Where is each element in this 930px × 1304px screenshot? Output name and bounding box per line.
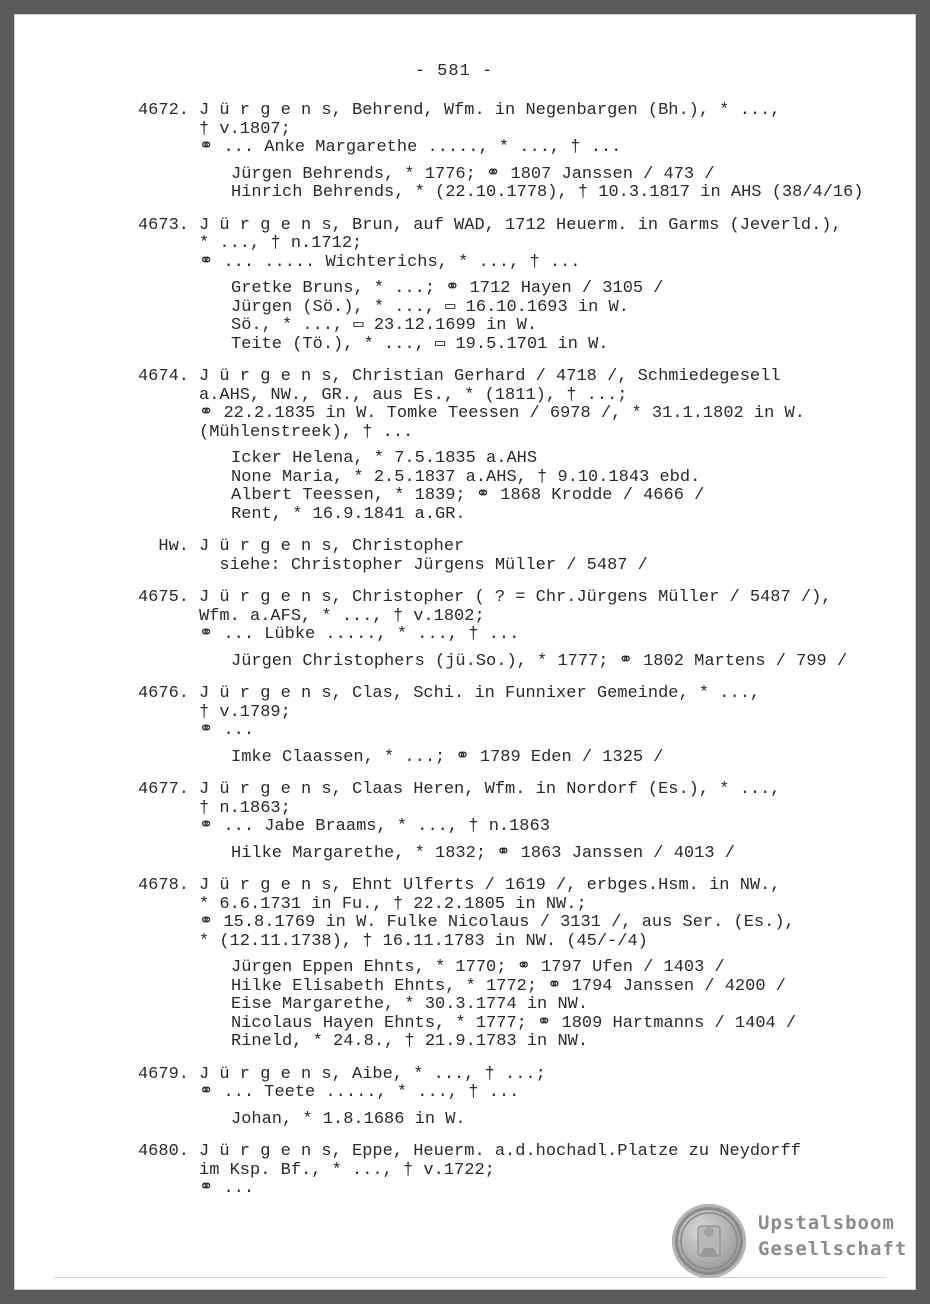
entry-number: 4679. [137, 1064, 189, 1084]
entry-number: 4673. [137, 215, 189, 235]
entry-list [114, 102, 894, 1213]
entry-line: J ü r g e n s, Ehnt Ulferts / 1619 /, erbges.Hsm. in NW., [199, 876, 781, 895]
entry-line: ⚭ ... Teete ....., * ..., † ... [199, 1083, 520, 1102]
child-line: Gretke Bruns, * ...; ⚭ 1712 Hayen / 3105 / [231, 279, 664, 298]
entry-line: J ü r g e n s, Eppe, Heuerm. a.d.hochadl.Platze zu Neydorff [199, 1142, 801, 1161]
child-line: Rent, * 16.9.1841 a.GR. [231, 504, 466, 524]
child-line: Rineld, * 24.8., † 21.9.1783 in NW. [231, 1032, 589, 1051]
entry-number: Hw. [158, 537, 189, 556]
entry-number: 4675. [137, 588, 189, 607]
logo-text [758, 1210, 907, 1262]
entry-line: J ü r g e n s, Brun, auf WAD, 1712 Heuerm. in Garms (Jeverld.), [199, 215, 842, 235]
entry-4677 [114, 781, 894, 863]
child-line: Jürgen (Sö.), * ..., ▭ 16.10.1693 in W. [231, 297, 629, 317]
entry-number: 4674. [137, 367, 189, 386]
entry-line: im Ksp. Bf., * ..., † v.1722; [199, 1160, 495, 1180]
entry-hw [114, 538, 894, 575]
entry-line: J ü r g e n s, Christopher [199, 537, 465, 556]
entry-4676 [114, 685, 894, 767]
entry-4678 [114, 877, 894, 1052]
entry-line: † n.1863; [199, 798, 291, 818]
seal-icon [672, 1204, 746, 1278]
child-line: Jürgen Eppen Ehnts, * 1770; ⚭ 1797 Ufen / 1403 / [231, 958, 725, 977]
logo-line-1: Upstalsboom [758, 1212, 895, 1234]
child-line: Icker Helena, * 7.5.1835 a.AHS [231, 449, 538, 468]
child-line: Teite (Tö.), * ..., ▭ 19.5.1701 in W. [231, 334, 609, 354]
entry-line: J ü r g e n s, Behrend, Wfm. in Negenbargen (Bh.), * ..., [199, 101, 781, 120]
logo-line-2: Gesellschaft [758, 1238, 908, 1260]
entry-line: J ü r g e n s, Christopher ( ? = Chr.Jürgens Müller / 5487 /), [199, 588, 832, 607]
entry-line: siehe: Christopher Jürgens Müller / 5487 / [199, 555, 648, 575]
entry-4680 [114, 1143, 894, 1199]
entry-number: 4676. [137, 684, 189, 703]
entry-line: ⚭ ... [199, 721, 255, 740]
entry-line: * 6.6.1731 in Fu., † 22.2.1805 in NW.; [199, 894, 587, 914]
entry-4679 [114, 1066, 894, 1130]
entry-line: J ü r g e n s, Aibe, * ..., † ...; [199, 1064, 546, 1084]
children-list [231, 1111, 894, 1130]
child-line: Nicolaus Hayen Ehnts, * 1777; ⚭ 1809 Hartmanns / 1404 / [231, 1013, 797, 1033]
entry-4675 [114, 589, 894, 671]
entry-line: † v.1807; [199, 119, 291, 139]
child-line: Johan, * 1.8.1686 in W. [231, 1109, 466, 1129]
child-line: Eise Margarethe, * 30.3.1774 in NW. [231, 995, 589, 1014]
entry-line: Wfm. a.AFS, * ..., † v.1802; [199, 606, 485, 626]
entry-line: * (12.11.1738), † 16.11.1783 in NW. (45/-/4) [199, 931, 648, 951]
entry-line: a.AHS, NW., GR., aus Es., * (1811), † ...; [199, 385, 628, 405]
entry-number: 4680. [137, 1142, 189, 1161]
entry-line: ⚭ ... Jabe Braams, * ..., † n.1863 [199, 817, 550, 836]
children-list [231, 280, 894, 354]
entry-number: 4677. [137, 780, 189, 799]
children-list [231, 959, 894, 1052]
children-list [231, 166, 894, 203]
page-number: - 581 - [414, 62, 494, 81]
entry-4674 [114, 368, 894, 524]
entry-line: ⚭ ... Anke Margarethe ....., * ..., † ... [199, 138, 622, 157]
child-line: Sö., * ..., ▭ 23.12.1699 in W. [231, 316, 538, 335]
entry-line: ⚭ ... [199, 1179, 255, 1198]
entry-line: ⚭ 22.2.1835 in W. Tomke Teessen / 6978 /, * 31.1.1802 in W. [199, 404, 805, 423]
child-line: Albert Teessen, * 1839; ⚭ 1868 Krodde / 4666 / [231, 486, 705, 505]
child-line: Imke Claassen, * ...; ⚭ 1789 Eden / 1325 / [231, 747, 664, 767]
document-page [14, 14, 916, 1290]
entry-number: 4678. [137, 876, 189, 895]
child-line: Hinrich Behrends, * (22.10.1778), † 10.3.1817 in AHS (38/4/16) [231, 183, 864, 202]
entry-line: J ü r g e n s, Clas, Schi. in Funnixer Gemeinde, * ..., [199, 684, 761, 703]
entry-line: ⚭ ... Lübke ....., * ..., † ... [199, 625, 520, 644]
entry-4673 [114, 217, 894, 355]
entry-line: ⚭ ... ..... Wichterichs, * ..., † ... [199, 252, 581, 272]
entry-line: ⚭ 15.8.1769 in W. Fulke Nicolaus / 3131 /, aus Ser. (Es.), [199, 913, 795, 932]
child-line: Hilke Elisabeth Ehnts, * 1772; ⚭ 1794 Janssen / 4200 / [231, 976, 786, 996]
entry-line: J ü r g e n s, Christian Gerhard / 4718 /, Schmiedegesell [199, 367, 781, 386]
child-line: Jürgen Christophers (jü.So.), * 1777; ⚭ 1802 Martens / 799 / [231, 651, 848, 671]
entry-line: † v.1789; [199, 702, 291, 722]
society-logo [660, 1200, 910, 1290]
child-line: None Maria, * 2.5.1837 a.AHS, † 9.10.1843 ebd. [231, 467, 701, 487]
children-list [231, 653, 894, 672]
entry-number: 4672. [137, 101, 189, 120]
children-list [231, 845, 894, 864]
children-list [231, 450, 894, 524]
entry-line: * ..., † n.1712; [199, 234, 363, 253]
entry-line: J ü r g e n s, Claas Heren, Wfm. in Nordorf (Es.), * ..., [199, 780, 781, 799]
entry-4672 [114, 102, 894, 203]
child-line: Jürgen Behrends, * 1776; ⚭ 1807 Janssen / 473 / [231, 164, 715, 184]
child-line: Hilke Margarethe, * 1832; ⚭ 1863 Janssen / 4013 / [231, 843, 735, 863]
children-list [231, 749, 894, 768]
entry-line: (Mühlenstreek), † ... [199, 422, 414, 442]
